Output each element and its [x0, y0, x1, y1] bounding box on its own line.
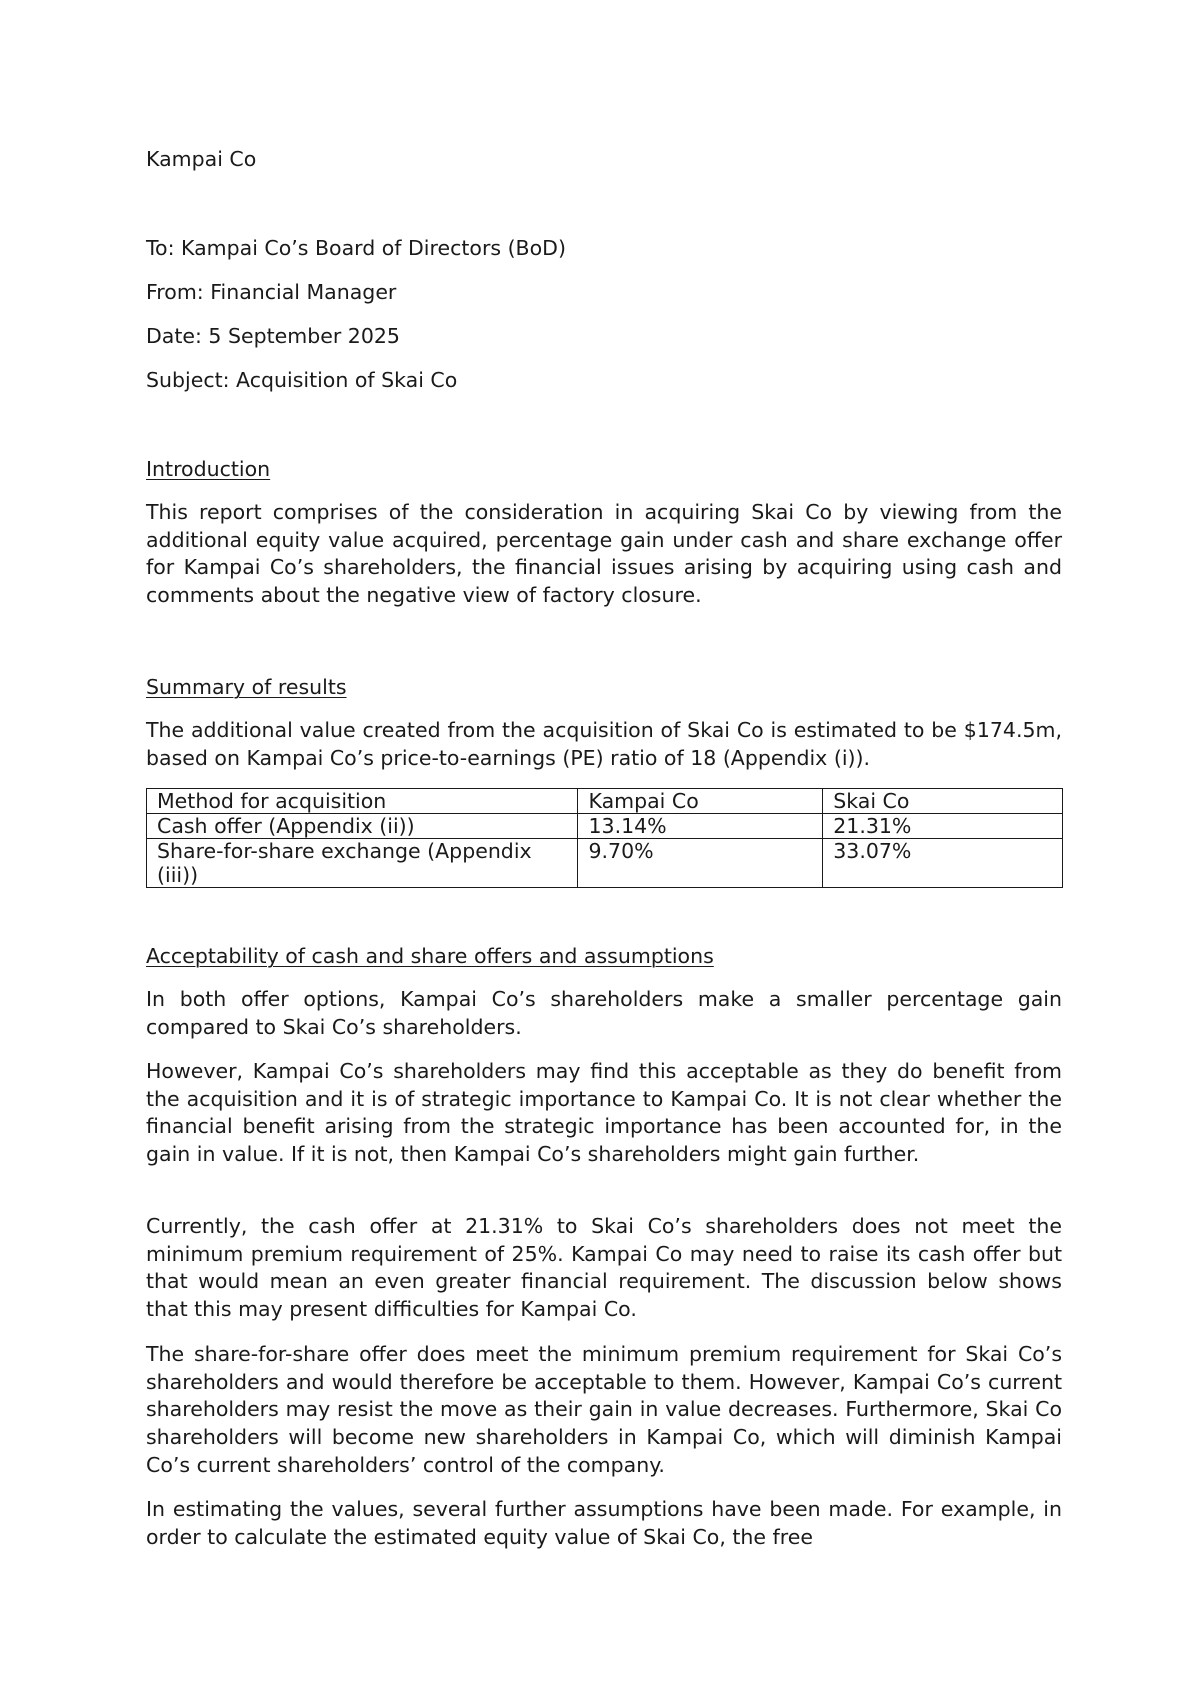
- memo-from: From: Financial Manager: [146, 280, 397, 304]
- table-cell: 9.70%: [578, 839, 823, 888]
- acceptability-paragraph: In both offer options, Kampai Co’s shareholders make a smaller percentage gain compared to Skai Co’s shareholders.: [146, 987, 1062, 1039]
- table-cell: Cash offer (Appendix (ii)): [147, 814, 578, 839]
- acceptability-paragraph: The share-for-share offer does meet the minimum premium requirement for Skai Co’s shareholders and would therefore be acceptable to them. However, Kampai Co’s current shareholders may resist the move as their gain in value decreases. Furthermore, Skai Co shareholders will become new shareholders in Kampai Co, which will diminish Kampai Co’s current shareholders’ control of the company.: [146, 1342, 1062, 1477]
- table-header-cell: Skai Co: [823, 789, 1063, 814]
- table-header-cell: Kampai Co: [578, 789, 823, 814]
- memo-date: Date: 5 September 2025: [146, 324, 400, 348]
- results-table: [146, 788, 1063, 888]
- memo-subject: Subject: Acquisition of Skai Co: [146, 368, 458, 392]
- introduction-paragraph: This report comprises of the consideration in acquiring Skai Co by viewing from the additional equity value acquired, percentage gain under cash and share exchange offer for Kampai Co’s shareholders, the financial issues arising by acquiring using cash and comments about the negative view of factory closure.: [146, 500, 1062, 608]
- summary-heading: Summary of results: [146, 675, 347, 699]
- table-row: [147, 814, 1063, 839]
- acceptability-heading: Acceptability of cash and share offers and assumptions: [146, 944, 714, 968]
- company-name: Kampai Co: [146, 147, 257, 171]
- table-header-cell: Method for acquisition: [147, 789, 578, 814]
- table-cell: 33.07%: [823, 839, 1063, 888]
- table-cell: Share-for-share exchange (Appendix (iii)): [147, 839, 578, 888]
- table-header-row: [147, 789, 1063, 814]
- summary-paragraph: The additional value created from the acquisition of Skai Co is estimated to be $174.5m, based on Kampai Co’s price-to-earnings (PE) ratio of 18 (Appendix (i)).: [146, 718, 1062, 770]
- memo-to: To: Kampai Co’s Board of Directors (BoD): [146, 236, 566, 260]
- introduction-heading: Introduction: [146, 457, 271, 481]
- table-cell: 13.14%: [578, 814, 823, 839]
- acceptability-paragraph: Currently, the cash offer at 21.31% to Skai Co’s shareholders does not meet the minimum premium requirement of 25%. Kampai Co may need to raise its cash offer but that would mean an even greater financial requirement. The discussion below shows that this may present difficulties for Kampai Co.: [146, 1214, 1062, 1322]
- table-cell: 21.31%: [823, 814, 1063, 839]
- acceptability-paragraph: However, Kampai Co’s shareholders may find this acceptable as they do benefit from the acquisition and it is of strategic importance to Kampai Co. It is not clear whether the financial benefit arising from the strategic importance has been accounted for, in the gain in value. If it is not, then Kampai Co’s shareholders might gain further.: [146, 1059, 1062, 1167]
- table-row: [147, 839, 1063, 888]
- acceptability-paragraph: In estimating the values, several further assumptions have been made. For example, in order to calculate the estimated equity value of Skai Co, the free: [146, 1497, 1062, 1549]
